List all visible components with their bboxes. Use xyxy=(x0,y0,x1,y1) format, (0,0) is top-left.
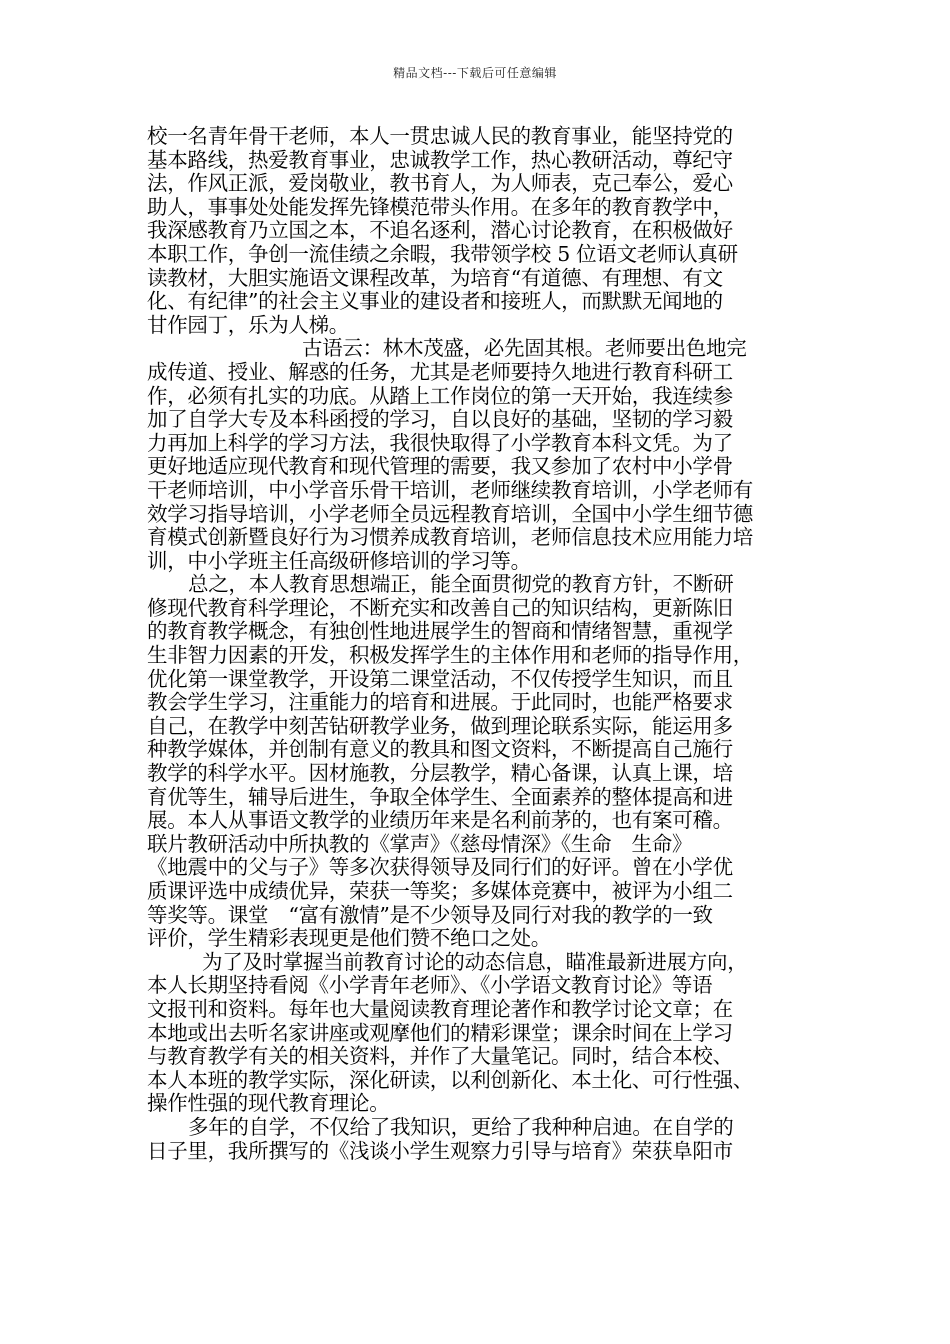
paragraph-5 xyxy=(147,1116,807,1163)
text-line: 多年的自学，不仅给了我知识，更给了我种种启迪。在自学的 xyxy=(188,1115,734,1139)
text-line: 法，作风正派，爱岗敬业，教书育人，为人师表，克己奉公，爱心 xyxy=(147,172,733,196)
text-line: 甘作园丁，乐为人梯。 xyxy=(147,313,349,337)
text-line: 日子里，我所撰写的《浅谈小学生观察力引导与培育》荣获阜阳市 xyxy=(147,1139,733,1163)
text-line: 的教育教学概念，有独创性地进展学生的智商和情绪智慧，重视学 xyxy=(147,620,733,644)
text-line: 力再加上科学的学习方法，我很快取得了小学教育本科文凭。为了 xyxy=(147,431,733,455)
text-line: 助人，事事处处能发挥先锋模范带头作用。在多年的教育教学中， xyxy=(147,195,733,219)
text-line: 为了及时掌握当前教育讨论的动态信息，瞄准最新进展方向， xyxy=(202,950,748,974)
text-line: 自己，在教学中刻苦钻研教学业务，做到理论联系实际，能运用多 xyxy=(147,714,733,738)
text-line: 校一名青年骨干老师，本人一贯忠诚人民的教育事业，能坚持党的 xyxy=(147,125,733,148)
text-line: 教会学生学习，注重能力的培育和进展。于此同时，也能严格要求 xyxy=(147,691,733,715)
text-line: 基本路线，热爱教育事业，忠诚教学工作，热心教研活动，尊纪守 xyxy=(147,148,733,172)
text-line: 加了自学大专及本科函授的学习，自以良好的基础，坚韧的学习毅 xyxy=(147,408,733,432)
text-line: 种教学媒体，并创制有意义的教具和图文资料，不断提高自己施行 xyxy=(147,738,733,762)
text-line: 训，中小学班主任高级研修培训的学习等。 xyxy=(147,549,531,573)
text-line: 操作性强的现代教育理论。 xyxy=(147,1092,390,1116)
text-line: 生非智力因素的开发，积极发挥学生的主体作用和老师的指导作用， xyxy=(147,644,753,668)
text-line: 质课评选中成绩优异，荣获一等奖；多媒体竞赛中，被评为小组二 xyxy=(147,880,733,903)
text-line: 教学的科学水平。因材施教，分层教学，精心备课，认真上课，培 xyxy=(147,762,733,786)
text-line: 与教育教学有关的相关资料，并作了大量笔记。同时，结合本校、 xyxy=(147,1045,733,1069)
text-line: 评价，学生精彩表现更是他们赞不绝口之处。 xyxy=(147,927,551,951)
paragraph-1 xyxy=(147,125,807,337)
body-text xyxy=(147,125,807,1163)
text-line: 读教材，大胆实施语文课程改革，为培育“有道德、有理想、有文 xyxy=(147,266,723,290)
text-line: 作，必须有扎实的功底。从踏上工作岗位的第一天开始，我连续参 xyxy=(147,384,733,408)
text-line: 本人本班的教学实际，深化研读，以利创新化、本土化、可行性强、 xyxy=(147,1068,753,1092)
text-line: 优化第一课堂教学，开设第二课堂活动，不仅传授学生知识，而且 xyxy=(147,667,733,691)
text-line: 更好地适应现代教育和现代管理的需要，我又参加了农村中小学骨 xyxy=(147,455,733,479)
text-line: 效学习指导培训，小学老师全员远程教育培训，全国中小学生细节德 xyxy=(147,502,753,526)
text-line: 文报刊和资料。每年也大量阅读教育理论著作和教学讨论文章；在 xyxy=(147,997,733,1021)
text-line: 本职工作，争创一流佳绩之余暇，我带领学校 5 位语文老师认真研 xyxy=(147,242,738,266)
paragraph-4 xyxy=(147,951,807,1116)
text-line: 等奖等。课堂 “富有激情”是不少领导及同行对我的教学的一致 xyxy=(147,903,713,927)
text-line: 修现代教育科学理论，不断充实和改善自己的知识结构，更新陈旧 xyxy=(147,596,733,620)
text-line: 育模式创新暨良好行为习惯养成教育培训，老师信息技术应用能力培 xyxy=(147,526,753,550)
text-line: 成传道、授业、解惑的任务，尤其是老师要持久地进行教育科研工 xyxy=(147,360,733,384)
text-line: 化、有纪律”的社会主义事业的建设者和接班人，而默默无闻地的 xyxy=(147,290,723,314)
paragraph-3 xyxy=(147,573,807,951)
text-line: 《地震中的父与子》等多次获得领导及同行们的好评。曾在小学优 xyxy=(147,856,733,880)
text-line: 育优等生，辅导后进生，争取全体学生、全面素养的整体提高和进 xyxy=(147,785,733,809)
page-header: 精品文档---下载后可任意编辑 xyxy=(393,66,557,80)
text-line: 古语云：林木茂盛，必先固其根。老师要出色地完 xyxy=(302,337,747,361)
text-line: 干老师培训，中小学音乐骨干培训，老师继续教育培训，小学老师有 xyxy=(147,478,753,502)
paragraph-2 xyxy=(147,337,807,573)
text-line: 我深感教育乃立国之本，不追名逐利，潜心讨论教育，在积极做好 xyxy=(147,219,733,243)
text-line: 联片教研活动中所执教的《掌声》《慈母情深》《生命 生命》 xyxy=(147,832,693,856)
text-line: 总之，本人教育思想端正，能全面贯彻党的教育方针，不断研 xyxy=(188,573,734,597)
text-line: 本人长期坚持看阅《小学青年老师》、《小学语文教育讨论》等语 xyxy=(147,974,713,998)
text-line: 本地或出去听名家讲座或观摩他们的精彩课堂；课余时间在上学习 xyxy=(147,1021,733,1045)
text-line: 展。本人从事语文教学的业绩历年来是名利前茅的，也有案可稽。 xyxy=(147,809,733,833)
